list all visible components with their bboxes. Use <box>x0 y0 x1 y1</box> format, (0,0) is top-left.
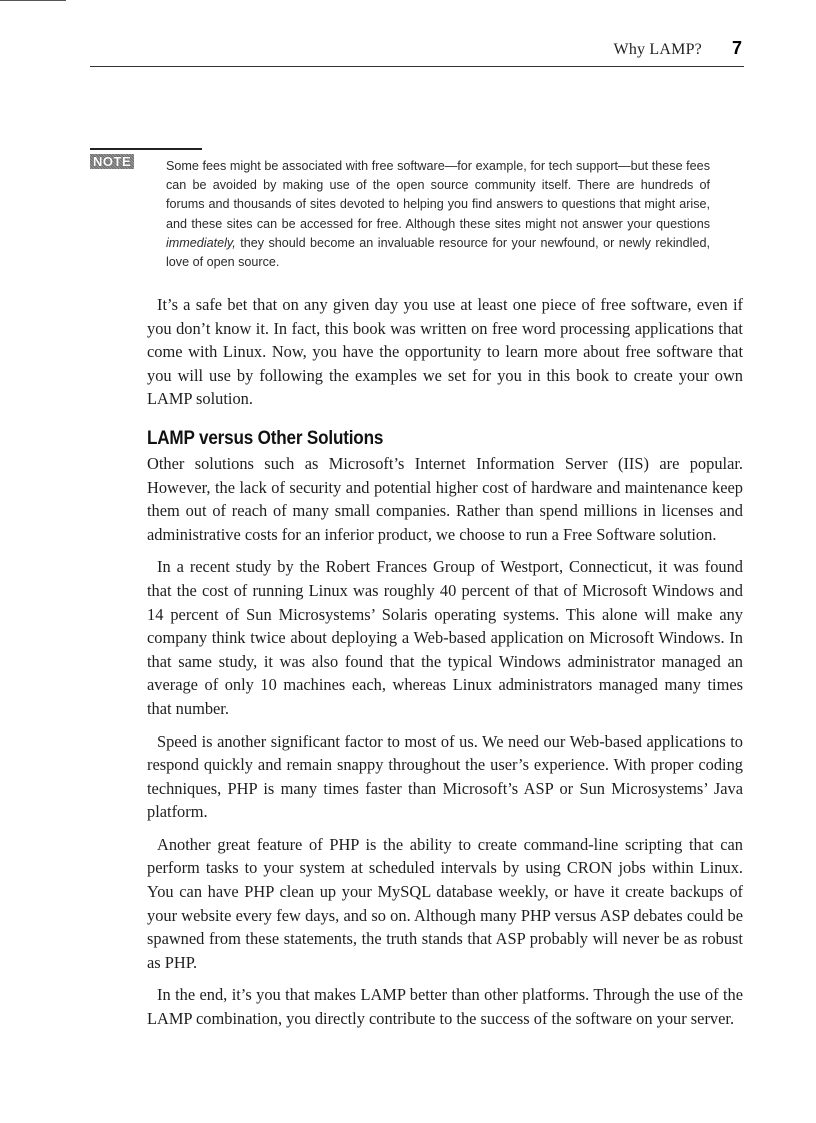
header-rule <box>90 66 744 67</box>
section-paragraph: Other solutions such as Microsoft’s Internet Information Server (IIS) are popular. However, the lack of security and potential higher cost of hardware and maintenance keep them out of reach of many small companies. Rather than spend millions in licenses and administrative costs for an inferior product, we choose to run a Free Software solution. <box>147 453 743 544</box>
section-paragraph: In the end, it’s you that makes LAMP better than other platforms. Through the use of the LAMP combination, you directly contribute to the success of the software on your server. <box>147 985 743 1029</box>
crop-mark <box>0 0 66 1</box>
note-text-end: they should become an invaluable resource for your newfound, or newly rekindled, love of open source. <box>166 235 710 270</box>
page-number: 7 <box>731 38 742 58</box>
section-paragraph: In a recent study by the Robert Frances Group of Westport, Connecticut, it was found that the cost of running Linux was roughly 40 percent of that of Microsoft Windows and 14 percent of Sun Microsystems’ Solaris operating systems. This alone will make any company think twice about deploying a Web-based application on Microsoft Windows. In that same study, it was also found that the typical Windows administrator managed an average of only 10 machines each, whereas Linux administrators managed many times that number. <box>147 557 743 718</box>
note-text <box>166 157 710 272</box>
note-text-start: Some fees might be associated with free software—for example, for tech support—but these fees can be avoided by making use of the open source community itself. There are hundreds of forums and thousands of sites devoted to helping you find answers to questions that might arise, and these sites can be accessed for free. Although these sites might not answer your questions <box>166 159 710 231</box>
note-label: NOTE <box>90 154 134 169</box>
note-emphasis: immediately, <box>166 235 236 250</box>
intro-paragraph: It’s a safe bet that on any given day you use at least one piece of free software, even if you don’t know it. In fact, this book was written on free word processing applications that come with Linux. Now, you have the opportunity to learn more about free software that you will use by following the examples we set for you in this book to create your own LAMP solution. <box>147 295 743 409</box>
section-paragraph: Speed is another significant factor to most of us. We need our Web-based applications to respond quickly and remain snappy throughout the user’s experience. With proper coding techniques, PHP is many times faster than Microsoft’s ASP or Sun Microsystems’ Java platform. <box>147 731 743 822</box>
chapter-title: Why LAMP? <box>613 41 702 58</box>
running-head <box>90 38 742 60</box>
section-heading: LAMP versus Other Solutions <box>147 427 384 449</box>
body-text <box>147 293 743 1040</box>
section-paragraph: Another great feature of PHP is the ability to create command-line scripting that can perform tasks to your system at scheduled intervals by using CRON jobs within Linux. You can have PHP clean up your MySQL database weekly, or have it create backups of your website every few days, and so on. Although many PHP versus ASP debates could be spawned from these statements, the truth stands that ASP probably will never be as robust as PHP. <box>147 834 743 972</box>
